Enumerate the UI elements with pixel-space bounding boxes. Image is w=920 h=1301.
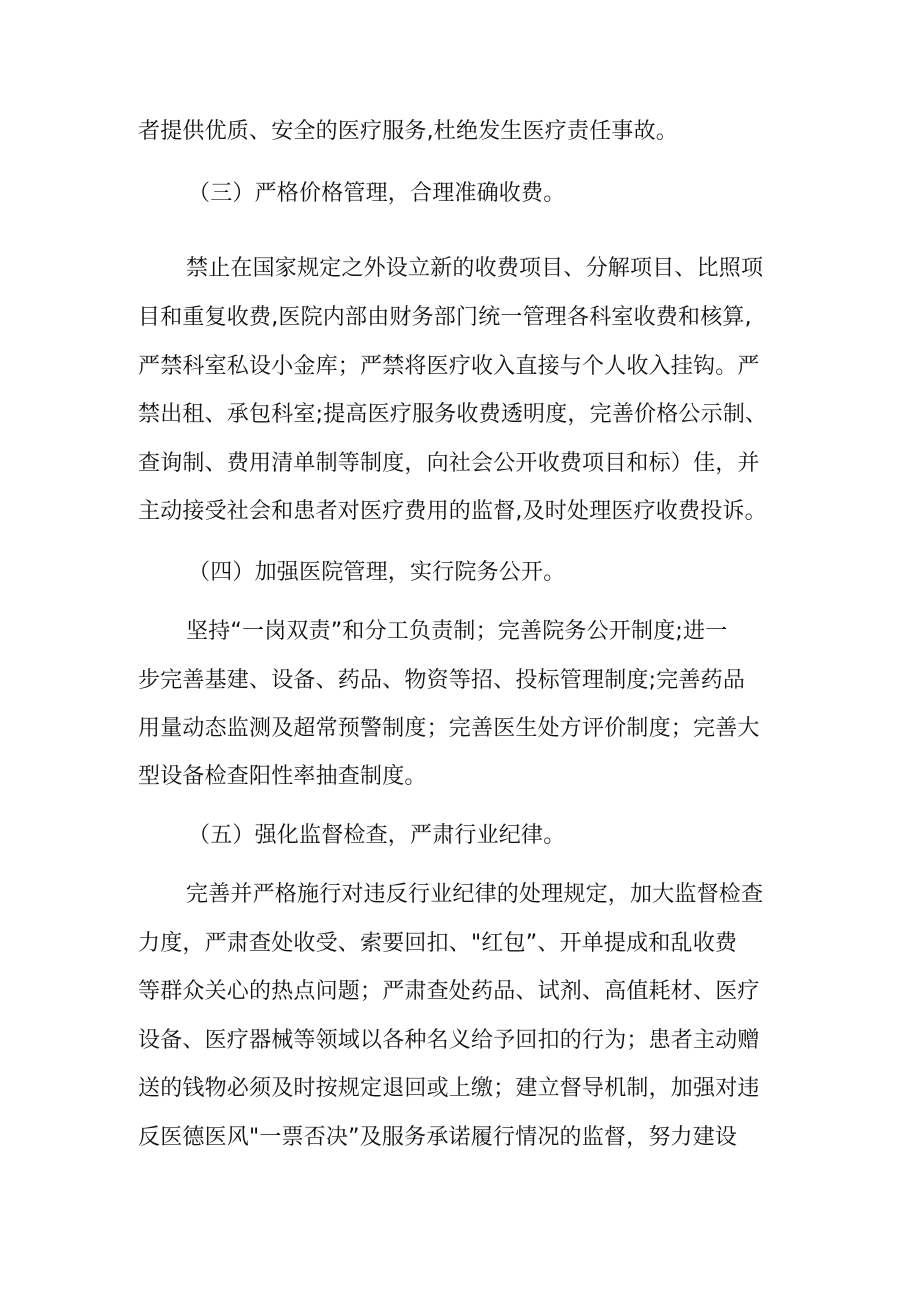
paragraph-line: 主动接受社会和患者对医疗费用的监督,及时处理医疗收费投诉。 (138, 499, 767, 524)
section-heading-3: （三）严格价格管理，合理准确收费。 (188, 181, 566, 206)
paragraph-line: 目和重复收费,医院内部由财务部门统一管理各科室收费和核算, (138, 305, 752, 330)
section-heading-5: （五）强化监督检查，严肃行业纪律。 (188, 823, 566, 848)
paragraph-line: 用量动态监测及超常预警制度；完善医生处方评价制度；完善大 (138, 716, 760, 741)
paragraph-line: 设备、医疗器械等领域以各种名义给予回扣的行为；患者主动赠 (138, 1028, 760, 1053)
paragraph-line: 型设备检查阳性率抽查制度。 (138, 764, 427, 789)
section-heading-4: （四）加强医院管理，实行院务公开。 (188, 560, 566, 585)
paragraph-line: 严禁科室私设小金库；严禁将医疗收入直接与个人收入挂钩。严 (138, 354, 760, 379)
paragraph-line: 力度，严肃查处收受、索要回扣、"红包”、开单提成和乱收费 (138, 931, 738, 956)
paragraph-line: 者提供优质、安全的医疗服务,杜绝发生医疗责任事故。 (138, 119, 678, 144)
paragraph-line: 送的钱物必须及时按规定退回或上缴；建立督导机制，加强对违 (138, 1076, 760, 1101)
paragraph-line: 步完善基建、设备、药品、物资等招、投标管理制度;完善药品 (138, 668, 746, 693)
paragraph-line: 等群众关心的热点问题；严肃查处药品、试剂、高值耗材、医疗 (138, 979, 760, 1004)
paragraph-line: 坚持“一岗双责”和分工负责制；完善院务公开制度;进一 (186, 619, 728, 644)
paragraph-line: 完善并严格施行对违反行业纪律的处理规定，加大监督检查 (186, 882, 764, 907)
paragraph-line: 查询制、费用清单制等制度，向社会公开收费项目和标）佳，并 (138, 451, 760, 476)
paragraph-line: 禁出租、承包科室;提高医疗服务收费透明度，完善价格公示制、 (138, 402, 768, 427)
paragraph-line: 反医德医风"一票否决”及服务承诺履行情况的监督，努力建设 (138, 1125, 738, 1150)
paragraph-line: 禁止在国家规定之外设立新的收费项目、分解项目、比照项 (186, 256, 764, 281)
